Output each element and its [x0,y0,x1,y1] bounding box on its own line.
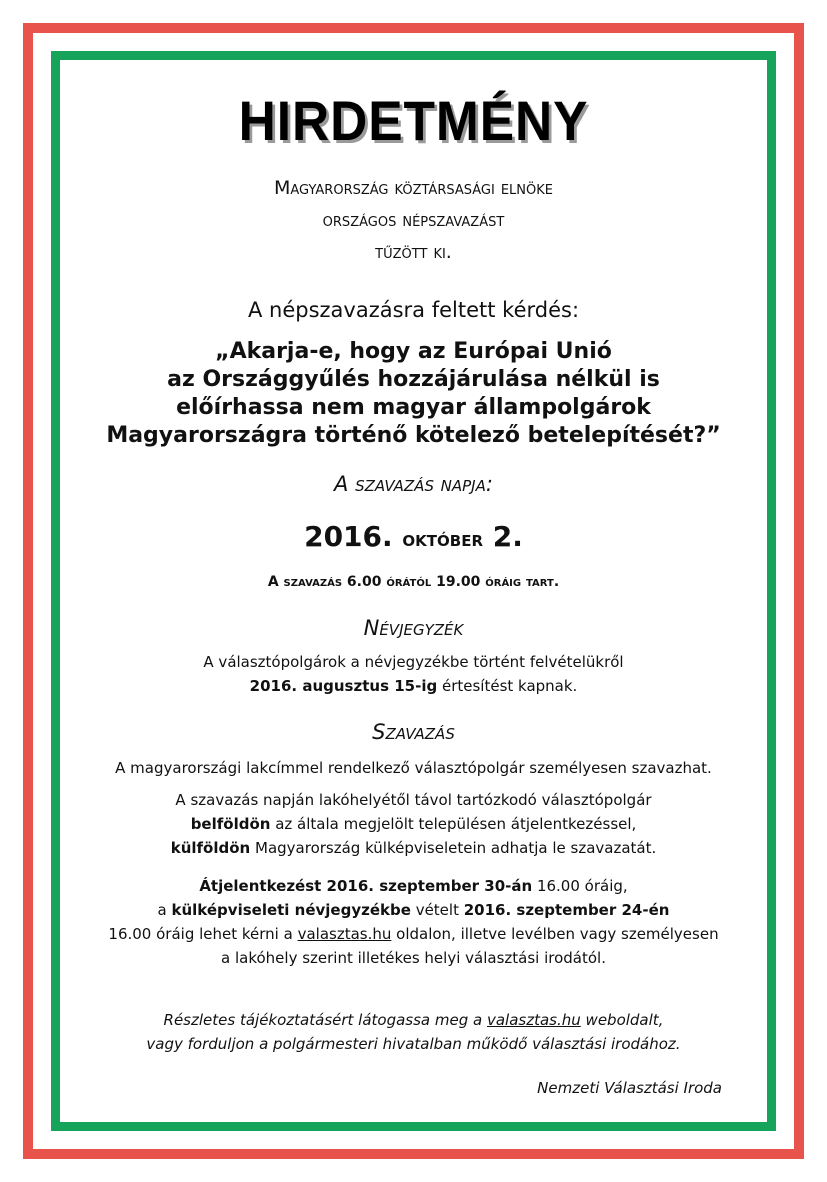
registry-line-2-rest: értesítést kapnak. [437,677,578,695]
question-line-2: az Országgyűlés hozzájárulása nélkül is [167,367,660,392]
voting-p2-line-3-rest: Magyarország külképviseletein adhatja le szavazatát. [250,839,657,857]
announcement-line-1: Magyarország köztársasági elnöke [274,177,553,199]
signature: Nemzeti Választási Iroda [537,1079,722,1097]
announcement-line-2: országos népszavazást [322,209,505,231]
voting-p3-line-3 [60,922,767,946]
consular-deadline: 2016. szeptember 24-én [463,901,670,919]
footer-line-2: vagy forduljon a polgármesteri hivatalban működő választási irodához. [146,1035,681,1053]
voting-p3-line-2-a: a [157,901,172,919]
footer-line-1-b: weboldalt, [580,1011,664,1029]
registry-line-2 [60,674,767,698]
voting-p3-line-1 [60,874,767,898]
announcement-line-3: tűzött ki. [375,241,452,263]
voting-p3-line-2 [60,898,767,922]
question-line-3: előírhassa nem magyar állampolgárok [176,395,651,420]
voting-p3-line-4: a lakóhely szerint illetékes helyi választási irodától. [221,949,606,967]
voting-hours: A szavazás 6.00 órától 19.00 óráig tart. [267,574,560,590]
voting-heading: Szavazás [372,720,455,744]
voting-day-heading: A szavazás napja: [334,472,493,496]
question-line-1: „Akarja-e, hogy az Európai Unió [215,339,612,364]
footer-valasztas-link[interactable]: valasztas.hu [486,1011,581,1029]
footer-line-1-a: Részletes tájékoztatásért látogassa meg a [163,1011,487,1029]
transfer-deadline: Átjelentkezést 2016. szeptember 30-án [199,877,533,895]
voting-p2-line-2-rest: az általa megjelölt településen átjelentkezéssel, [270,815,637,833]
notice-content [60,60,767,1122]
question-intro: A népszavazásra feltett kérdés: [247,298,580,322]
voting-p3-line-2-b: vételt [410,901,464,919]
registry-deadline: 2016. augusztus 15-ig [249,677,438,695]
question-line-4: Magyarországra történő kötelező betelepítését?” [106,423,721,448]
voting-p2-line-3 [60,836,767,860]
voting-date [60,520,767,553]
registry-heading: Névjegyzék [363,616,464,640]
voting-p2-line-1: A szavazás napján lakóhelyétől távol tartózkodó választópolgár [175,791,652,809]
consular-registry: külképviseleti névjegyzékbe [171,901,411,919]
voting-p2-line-2 [60,812,767,836]
page-title: HIRDETMÉNY [238,89,589,152]
date-month: október [402,527,484,552]
voting-p3-line-3-b: oldalon, illetve levélben vagy személyesen [391,925,719,943]
date-day: 2. [492,520,523,553]
domestic-label: belföldön [190,815,271,833]
voting-paragraph-1: A magyarországi lakcímmel rendelkező választópolgár személyesen szavazhat. [115,759,712,777]
voting-p3-line-1-rest: 16.00 óráig, [532,877,628,895]
valasztas-link[interactable]: valasztas.hu [297,925,392,943]
voting-p3-line-3-a: 16.00 óráig lehet kérni a [108,925,298,943]
footer-line-1 [60,1008,767,1032]
registry-line-1: A választópolgárok a névjegyzékbe történt felvételükről [203,653,624,671]
date-year: 2016. [304,520,393,553]
abroad-label: külföldön [170,839,251,857]
